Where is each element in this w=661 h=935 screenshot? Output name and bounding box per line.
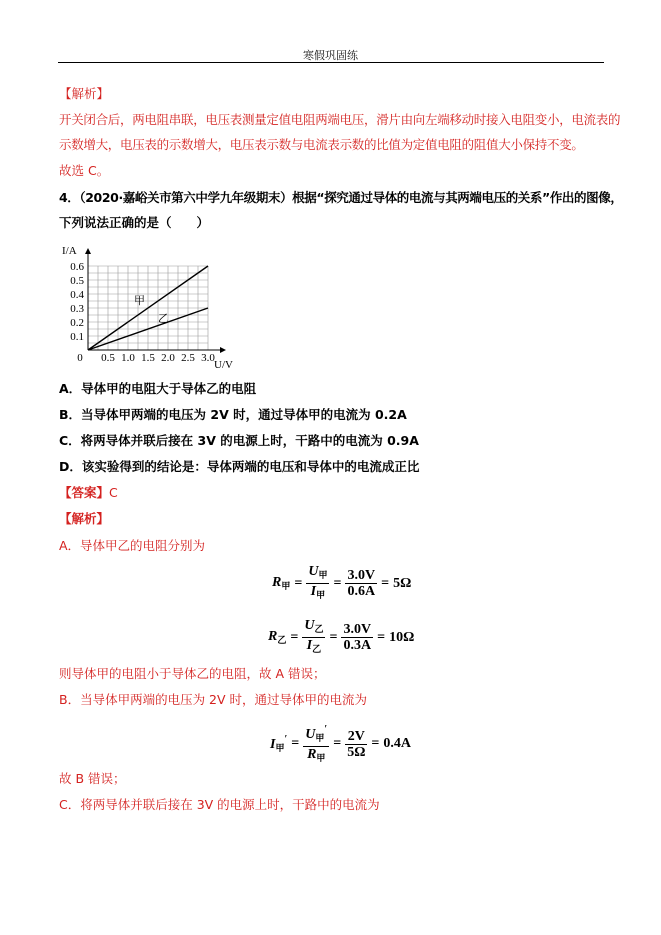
series-label: 乙: [158, 313, 169, 325]
analysis-line-2: 示数增大，电压表的示数增大，电压表示数与电流表示数的比值为定值电阻的阻值大小保持不变。: [59, 137, 584, 152]
option-c: C．将两导体并联后接在 3V 的电源上时，干路中的电流为 0.9A: [59, 433, 419, 448]
analysis-a-conclusion: 则导体甲的电阻小于导体乙的电阻，故 A 错误；: [59, 666, 326, 681]
option-a: A．导体甲的电阻大于导体乙的电阻: [59, 381, 257, 396]
analysis-line-3: 故选 C。: [59, 163, 110, 178]
analysis-2-label: 【解析】: [59, 511, 110, 526]
x-tick-label: 1.5: [141, 352, 155, 364]
answer-label: 【答案】: [59, 485, 110, 500]
x-tick-label: 1.0: [121, 352, 135, 364]
formula-i-jia-prime: $I_甲'$ = $\frac{U_甲'}{R_甲}$ = $\frac{2V}{5\Omega}$ = 0.4A: [270, 724, 412, 763]
x-axis-arrow: [220, 347, 226, 353]
question-4-stem-line-2: 下列说法正确的是（ ）: [59, 215, 210, 230]
x-tick-label: 0: [77, 352, 83, 364]
y-tick-label: 0.5: [70, 275, 84, 287]
analysis-c-text: C．将两导体并联后接在 3V 的电源上时，干路中的电流为: [59, 797, 380, 812]
y-tick-label: 0.1: [70, 331, 84, 343]
y-tick-label: 0.3: [70, 303, 84, 315]
formula-r-yi: $R_乙$ = $\frac{U_乙}{I_乙}$ = $\frac{3.0V}{0.3A}$ = 10Ω: [268, 618, 415, 654]
analysis-line-1: 开关闭合后，两电阻串联，电压表测量定值电阻两端电压，滑片由向左端移动时接入电阻变小，电流表的: [59, 112, 621, 127]
analysis-b-conclusion: 故 B 错误；: [59, 771, 126, 786]
option-b: B．当导体甲两端的电压为 2V 时，通过导体甲的电流为 0.2A: [59, 407, 407, 422]
analysis-b-text: B．当导体甲两端的电压为 2V 时，通过导体甲的电流为: [59, 692, 368, 707]
y-axis-arrow: [85, 248, 91, 254]
answer-line: [59, 484, 118, 502]
x-tick-label: 2.5: [181, 352, 195, 364]
y-tick-label: 0.4: [70, 289, 84, 301]
x-axis-label: U/V: [214, 359, 233, 371]
analysis-a-text: A．导体甲乙的电阻分别为: [59, 538, 206, 553]
x-tick-label: 2.0: [161, 352, 175, 364]
y-tick-label: 0.2: [70, 317, 84, 329]
y-tick-label: 0.6: [70, 261, 84, 273]
option-d: D．该实验得到的结论是：导体两端的电压和导体中的电流成正比: [59, 459, 420, 474]
y-axis-label: I/A: [62, 245, 77, 257]
question-4-stem-line-1: 4．（2020·嘉峪关市第六中学九年级期末）根据“探究通过导体的电流与其两端电压的关系”作出的图像，: [59, 190, 623, 205]
x-tick-label: 0.5: [101, 352, 115, 364]
header-divider: [58, 62, 604, 63]
formula-r-jia: $R_甲$ = $\frac{U_甲}{I_甲}$ = $\frac{3.0V}{0.6A}$ = 5Ω: [272, 564, 412, 600]
iu-graph: [58, 240, 233, 371]
x-tick-label: 3.0: [201, 352, 215, 364]
answer-value: C: [109, 485, 118, 500]
analysis-label: 【解析】: [59, 86, 110, 101]
page-header: 寒假巩固练: [303, 49, 358, 62]
series-label: 甲: [134, 294, 145, 307]
